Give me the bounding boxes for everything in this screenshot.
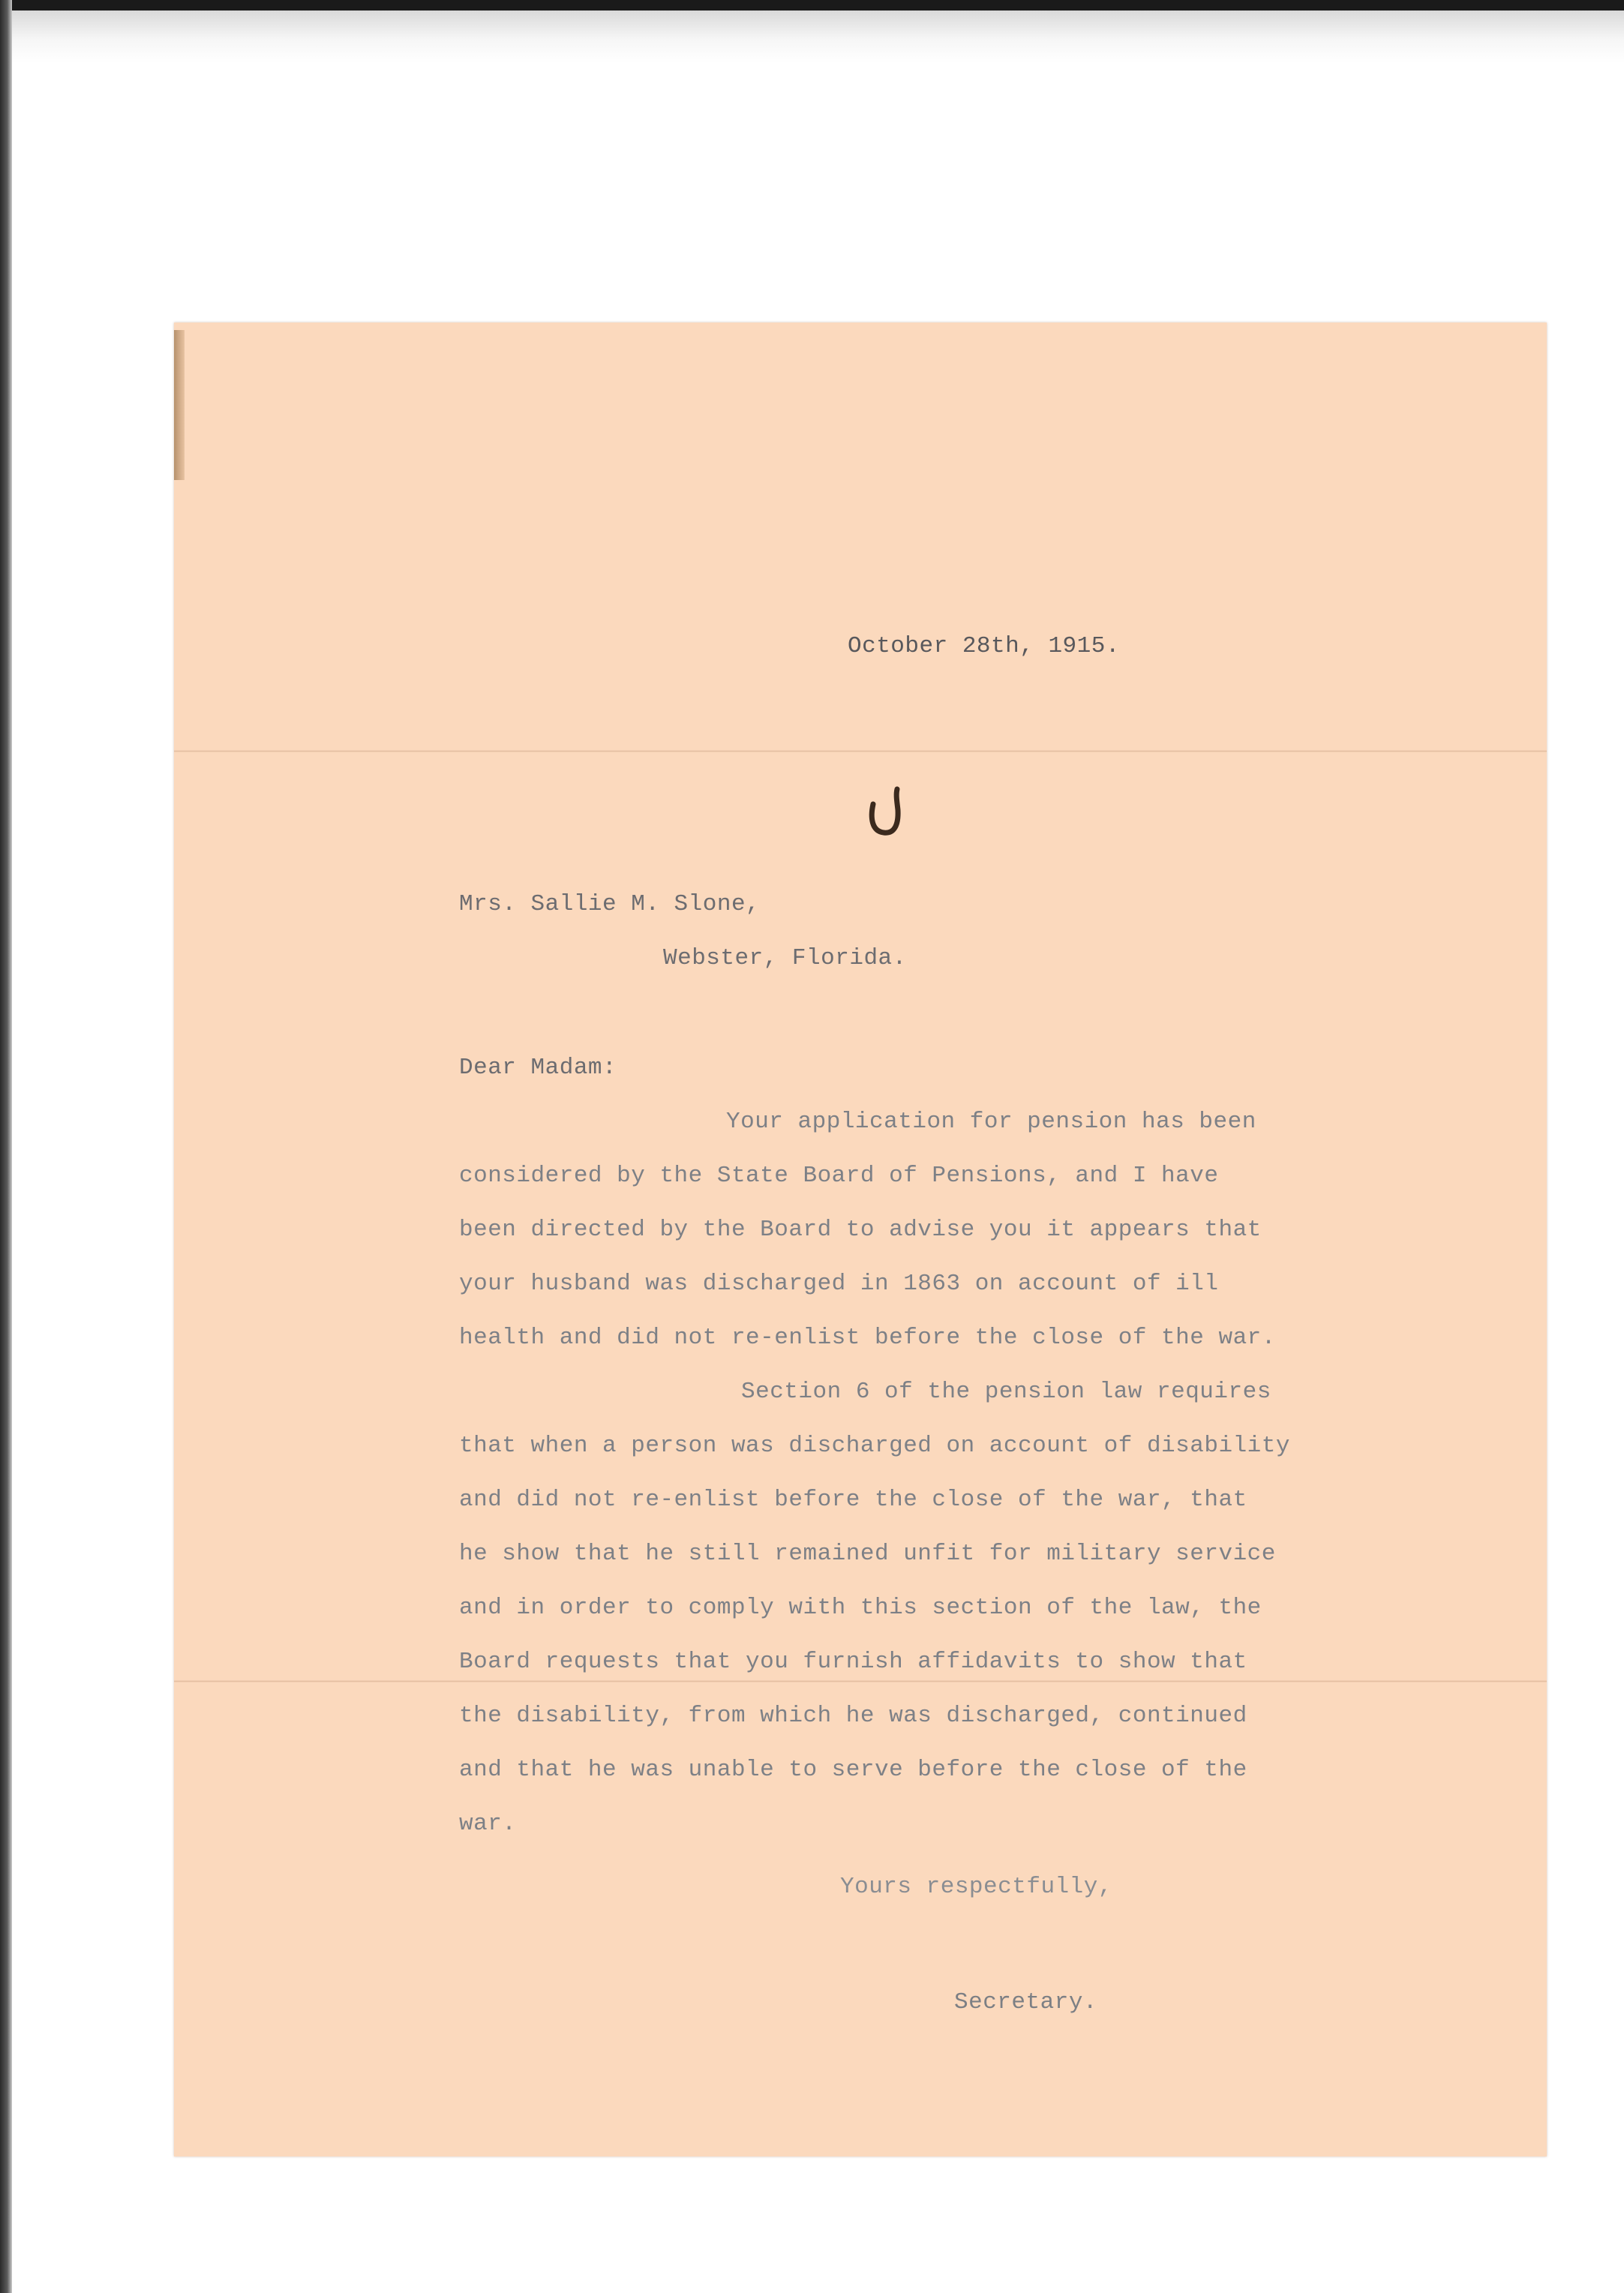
body-line: your husband was discharged in 1863 on account of ill: [459, 1271, 1219, 1297]
body-line: he show that he still remained unfit for military service: [459, 1541, 1276, 1567]
scan-border-left: [0, 0, 12, 2293]
body-line: war.: [459, 1811, 517, 1837]
recipient-city: Webster, Florida.: [663, 945, 907, 971]
body-line: Section 6 of the pension law requires: [741, 1379, 1271, 1405]
paper-fold-line: [174, 750, 1547, 752]
signature-title: Secretary.: [954, 1989, 1098, 2015]
body-line: Board requests that you furnish affidavits to show that: [459, 1649, 1247, 1675]
closing: Yours respectfully,: [840, 1874, 1112, 1900]
scan-shadow-band: [12, 11, 1624, 63]
body-line: and in order to comply with this section of the law, the: [459, 1595, 1262, 1621]
recipient-name: Mrs. Sallie M. Slone,: [459, 891, 761, 917]
scan-border-top: [0, 0, 1624, 11]
paper-torn-edge: [174, 330, 185, 480]
body-line: Your application for pension has been: [726, 1109, 1256, 1135]
body-line: and that he was unable to serve before the close of the: [459, 1757, 1247, 1783]
letter-body: [459, 1095, 1494, 1851]
salutation: Dear Madam:: [459, 1055, 617, 1081]
body-line: and did not re-enlist before the close of the war, that: [459, 1487, 1247, 1513]
body-line: considered by the State Board of Pensions, and I have: [459, 1163, 1219, 1189]
ink-hook-mark: [863, 773, 908, 840]
body-line: the disability, from which he was discharged, continued: [459, 1703, 1247, 1729]
body-line: health and did not re-enlist before the close of the war.: [459, 1325, 1276, 1351]
body-line: that when a person was discharged on account of disability: [459, 1433, 1290, 1459]
letter-date: October 28th, 1915.: [848, 633, 1120, 659]
body-line: been directed by the Board to advise you it appears that: [459, 1217, 1262, 1243]
